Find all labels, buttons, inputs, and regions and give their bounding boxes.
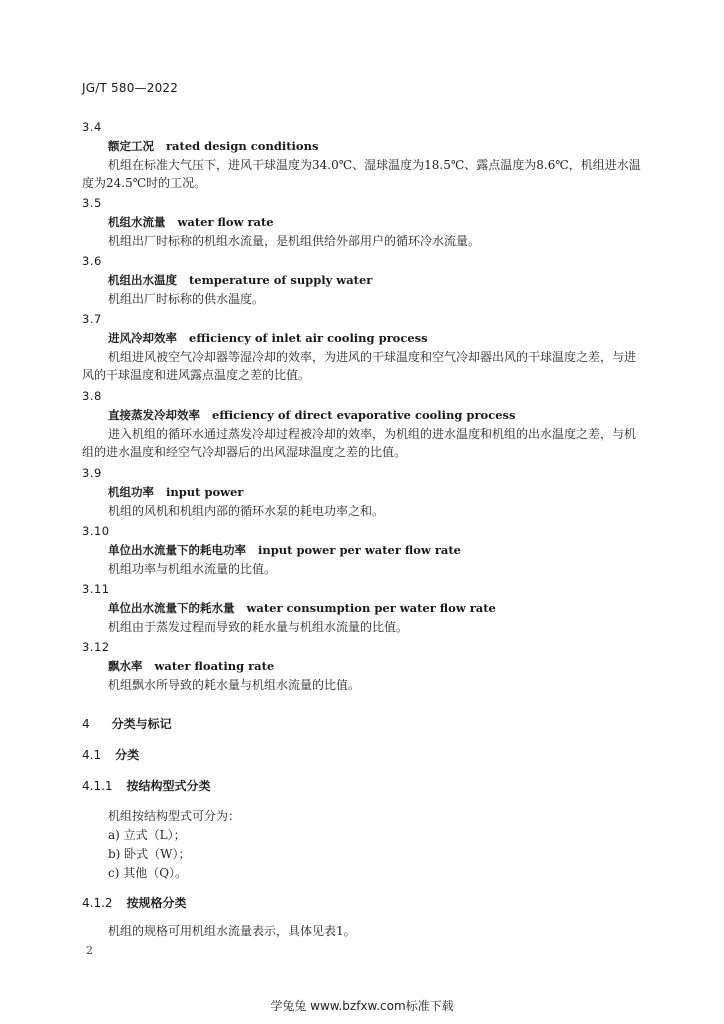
term-number: 3.4 [82, 120, 102, 134]
term-number: 3.11 [82, 582, 110, 596]
term-title-en: water floating rate [154, 659, 275, 673]
term-title [108, 484, 243, 500]
term-title-cn: 直接蒸发冷却效率 [108, 408, 200, 422]
term-definition: 机组出厂时标称的机组水流量，是机组供给外部用户的循环冷水流量。 [108, 234, 481, 248]
section-title: 分类 [115, 748, 140, 762]
term-definition: 机组飘水所导致的耗水量与机组水流量的比值。 [108, 678, 361, 692]
list-item: b) 卧式（W）； [108, 847, 191, 861]
term-definition: 机组在标准大气压下，进风干球温度为34.0℃、湿球温度为18.5℃、露点温度为8.6℃，机组进水温度为24.5℃时的工况。 [82, 158, 641, 190]
term-title-en: water flow rate [177, 215, 274, 229]
term-number: 3.8 [82, 389, 102, 403]
term-title-en: input power per water flow rate [258, 543, 461, 557]
section-title: 分类与标记 [111, 717, 172, 731]
term-title-en: water consumption per water flow rate [246, 601, 496, 615]
term-title-en: efficiency of direct evaporative cooling process [212, 408, 516, 422]
document-code-header: JG/T 580—2022 [82, 81, 179, 95]
subsection-heading [82, 746, 139, 763]
term-number: 3.9 [82, 466, 102, 480]
section-number: 4.1 [82, 748, 102, 762]
term-title-cn: 机组功率 [108, 485, 154, 499]
term-definition: 机组进风被空气冷却器等湿冷却的效率，为进风的干球温度和空气冷却器出风的干球温度之差，与进风的干球温度和进风露点温度之差的比值。 [82, 350, 637, 382]
subsubsection-heading [82, 894, 187, 911]
term-number: 3.10 [82, 524, 110, 538]
section-title: 按规格分类 [126, 896, 187, 910]
term-title [108, 407, 515, 423]
term-title [108, 214, 274, 230]
term-title-cn: 进风冷却效率 [108, 331, 177, 345]
term-title-cn: 机组水流量 [108, 215, 166, 229]
download-footer: 学兔兔 www.bzfxw.com标准下载 [270, 999, 454, 1013]
term-number: 3.12 [82, 640, 110, 654]
term-title [108, 272, 372, 288]
section-number: 4.1.2 [82, 896, 113, 910]
term-title [108, 542, 461, 558]
term-definition: 机组的风机和机组内部的循环水泵的耗电功率之和。 [108, 504, 385, 518]
term-title [108, 658, 274, 674]
term-definition: 进入机组的循环水通过蒸发冷却过程被冷却的效率，为机组的进水温度和机组的出水温度之差，与机组的进水温度和经空气冷却器后的出风湿球温度之差的比值。 [82, 427, 637, 459]
term-definition: 机组出厂时标称的供水温度。 [108, 292, 265, 306]
section-title: 按结构型式分类 [126, 779, 211, 793]
term-title [108, 138, 318, 154]
term-number: 3.6 [82, 254, 102, 268]
term-title-en: rated design conditions [166, 139, 319, 153]
term-title [108, 330, 428, 346]
term-title [108, 600, 496, 616]
term-title-cn: 飘水率 [108, 659, 143, 673]
term-number: 3.7 [82, 312, 102, 326]
term-title-cn: 单位出水流量下的耗电功率 [108, 543, 246, 557]
term-title-en: efficiency of inlet air cooling process [189, 331, 428, 345]
list-item: c) 其他（Q）。 [108, 866, 188, 880]
section-number: 4.1.1 [82, 779, 113, 793]
term-definition: 机组功率与机组水流量的比值。 [108, 562, 277, 576]
term-title-cn: 单位出水流量下的耗水量 [108, 601, 235, 615]
list-item: a) 立式（L）； [108, 828, 186, 842]
paragraph: 机组的规格可用机组水流量表示，具体见表1。 [108, 924, 356, 938]
term-title-en: input power [166, 485, 244, 499]
subsubsection-heading [82, 777, 211, 794]
term-title-cn: 额定工况 [108, 139, 154, 153]
section-number: 4 [82, 717, 90, 731]
section-heading [82, 715, 172, 732]
term-title-cn: 机组出水温度 [108, 273, 177, 287]
term-number: 3.5 [82, 196, 102, 210]
page-number: 2 [86, 944, 93, 957]
term-definition: 机组由于蒸发过程而导致的耗水量与机组水流量的比值。 [108, 620, 409, 634]
term-title-en: temperature of supply water [189, 273, 373, 287]
paragraph: 机组按结构型式可分为： [108, 809, 241, 823]
